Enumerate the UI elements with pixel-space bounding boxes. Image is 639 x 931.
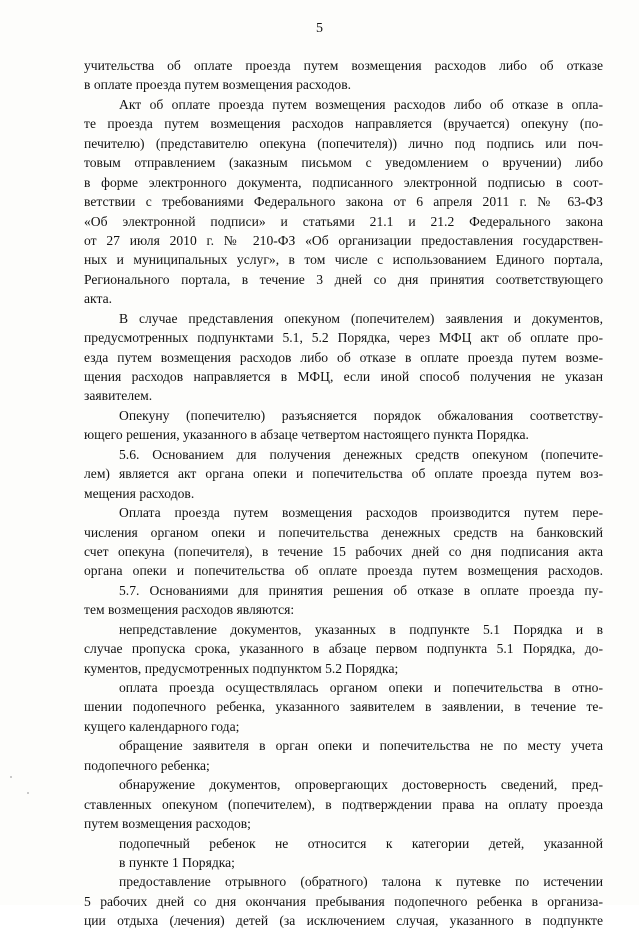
text-line: лем) является акт органа опеки и попечительства об оплате проезда путем воз-: [84, 466, 603, 482]
text-line: 5 рабочих дней со дня окончания пребывания подопечного ребенка в организа-: [84, 893, 603, 909]
text-line: случае пропуска срока, указанного в абзаце первом подпункта 5.1 Порядка, до-: [84, 641, 603, 657]
text-line: органа опеки и попечительства об оплате проезда путем возмещения расходов.: [84, 563, 603, 579]
text-line: товым отправлением (заказным письмом с уведомлением о вручении) либо: [84, 155, 603, 171]
text-line: ветствии с требованиями Федерального закона от 6 апреля 2011 г. № 63-ФЗ: [84, 194, 603, 210]
text-line: ных и муниципальных услуг», в том числе с использованием Единого портала,: [84, 252, 603, 268]
text-line: Регионального портала, в течение 3 дней со дня принятия соответствующего: [84, 271, 603, 287]
text-line: Опекуну (попечителю) разъясняется порядок обжалования соответству-: [119, 407, 603, 423]
text-line: оплата проезда осуществлялась органом опеки и попечительства в отно-: [119, 680, 603, 695]
text-line: учительства об оплате проезда путем возмещения расходов либо об отказе: [84, 58, 603, 73]
text-line: Акт об оплате проезда путем возмещения расходов либо об отказе в опла-: [119, 96, 603, 112]
text-line: в пункте 1 Порядка;: [119, 854, 235, 870]
text-line: кущего календарного года;: [84, 718, 240, 734]
text-line: кументов, предусмотренных подпунктом 5.2 Порядка;: [84, 660, 399, 676]
text-line: печителю) (представителю опекуна (попечителя)) лично под подпись или поч-: [84, 135, 603, 151]
text-line: подопечный ребенок не относится к категории детей, указанной: [119, 835, 603, 851]
text-line: 5.7. Основаниями для принятия решения об отказе в оплате проезда пу-: [119, 582, 603, 598]
text-line: шении подопечного ребенка, указанного заявителем в заявлении, в течение те-: [84, 699, 603, 715]
text-line: тем возмещения расходов являются:: [84, 602, 295, 618]
text-line: ции отдыха (лечения) детей (за исключением случая, указанного в подпункте: [84, 913, 603, 929]
text-line: обращение заявителя в орган опеки и попечительства не по месту учета: [119, 738, 603, 754]
text-line: «Об электронной подписи» и статьями 21.1 и 21.2 Федерального закона: [84, 213, 603, 229]
text-line: Оплата проезда путем возмещения расходов производится путем пере-: [119, 505, 603, 521]
text-line: от 27 июля 2010 г. № 210-ФЗ «Об организации предоставления государствен-: [84, 232, 603, 248]
text-line: 5.6. Основанием для получения денежных средств опекуном (попечите-: [119, 446, 603, 462]
text-line: те проезда путем возмещения расходов направляется (вручается) опекуну (по-: [84, 116, 603, 132]
text-line: предоставление отрывного (обратного) талона к путевке по истечении: [119, 874, 603, 890]
text-line: подопечного ребенка;: [84, 757, 210, 773]
text-line: мещения расходов.: [84, 485, 195, 501]
scan-mark: [27, 792, 29, 794]
text-line: предусмотренных подпунктами 5.1, 5.2 Порядка, через МФЦ акт об оплате про-: [84, 330, 603, 346]
text-line: акта.: [84, 291, 112, 307]
text-line: В случае представления опекуном (попечителем) заявления и документов,: [119, 310, 603, 326]
document-body: [84, 56, 603, 931]
text-line: ющего решения, указанного в абзаце четвертом настоящего пункта Порядка.: [84, 427, 529, 443]
text-line: в форме электронного документа, подписанного электронной подписью в соот-: [84, 174, 603, 190]
text-line: обнаружение документов, опровергающих достоверность сведений, пред-: [119, 777, 603, 793]
text-line: заявителем.: [84, 388, 153, 404]
text-line: числения органом опеки и попечительства денежных средств на банковский: [84, 524, 603, 540]
text-line: непредставление документов, указанных в подпункте 5.1 Порядка и в: [119, 621, 603, 637]
text-line: ставленных опекуном (попечителем), в подтверждении права на оплату проезда: [84, 796, 603, 812]
text-line: путем возмещения расходов;: [84, 816, 251, 832]
scan-mark: [10, 776, 12, 778]
text-line: щения расходов направляется в МФЦ, если иной способ получения не указан: [84, 369, 603, 384]
text-line: счет опекуна (попечителя), в течение 15 рабочих дней со дня подписания акта: [84, 543, 603, 559]
page-number: 5: [316, 21, 323, 36]
text-line: в оплате проезда путем возмещения расходов.: [84, 77, 352, 93]
text-line: езда путем возмещения расходов либо об отказе в оплате проезда путем возме-: [84, 349, 603, 365]
